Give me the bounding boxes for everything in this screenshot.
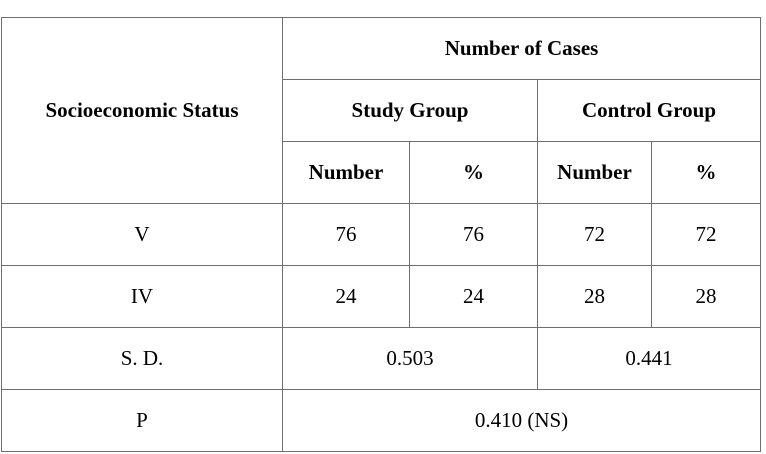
sd-control-value: 0.441 — [538, 328, 761, 390]
table-row — [2, 204, 761, 266]
row-label: IV — [2, 266, 283, 328]
number-of-cases-header: Number of Cases — [283, 18, 761, 80]
study-percent-header: % — [410, 142, 538, 204]
control-number-header: Number — [538, 142, 652, 204]
table-cell: 24 — [283, 266, 410, 328]
row-label: V — [2, 204, 283, 266]
sd-study-value: 0.503 — [283, 328, 538, 390]
p-row — [2, 390, 761, 452]
study-group-header: Study Group — [283, 80, 538, 142]
row-label-header: Socioeconomic Status — [2, 18, 283, 204]
table-cell: 76 — [283, 204, 410, 266]
table-cell: 24 — [410, 266, 538, 328]
header-row-1 — [2, 18, 761, 80]
table-row — [2, 266, 761, 328]
sd-label: S. D. — [2, 328, 283, 390]
table-cell: 76 — [410, 204, 538, 266]
p-value: 0.410 (NS) — [283, 390, 761, 452]
sd-row — [2, 328, 761, 390]
table-cell: 72 — [652, 204, 761, 266]
control-group-header: Control Group — [538, 80, 761, 142]
study-number-header: Number — [283, 142, 410, 204]
table-cell: 72 — [538, 204, 652, 266]
table-cell: 28 — [538, 266, 652, 328]
table-cell: 28 — [652, 266, 761, 328]
control-percent-header: % — [652, 142, 761, 204]
socioeconomic-status-table — [1, 17, 761, 452]
p-label: P — [2, 390, 283, 452]
